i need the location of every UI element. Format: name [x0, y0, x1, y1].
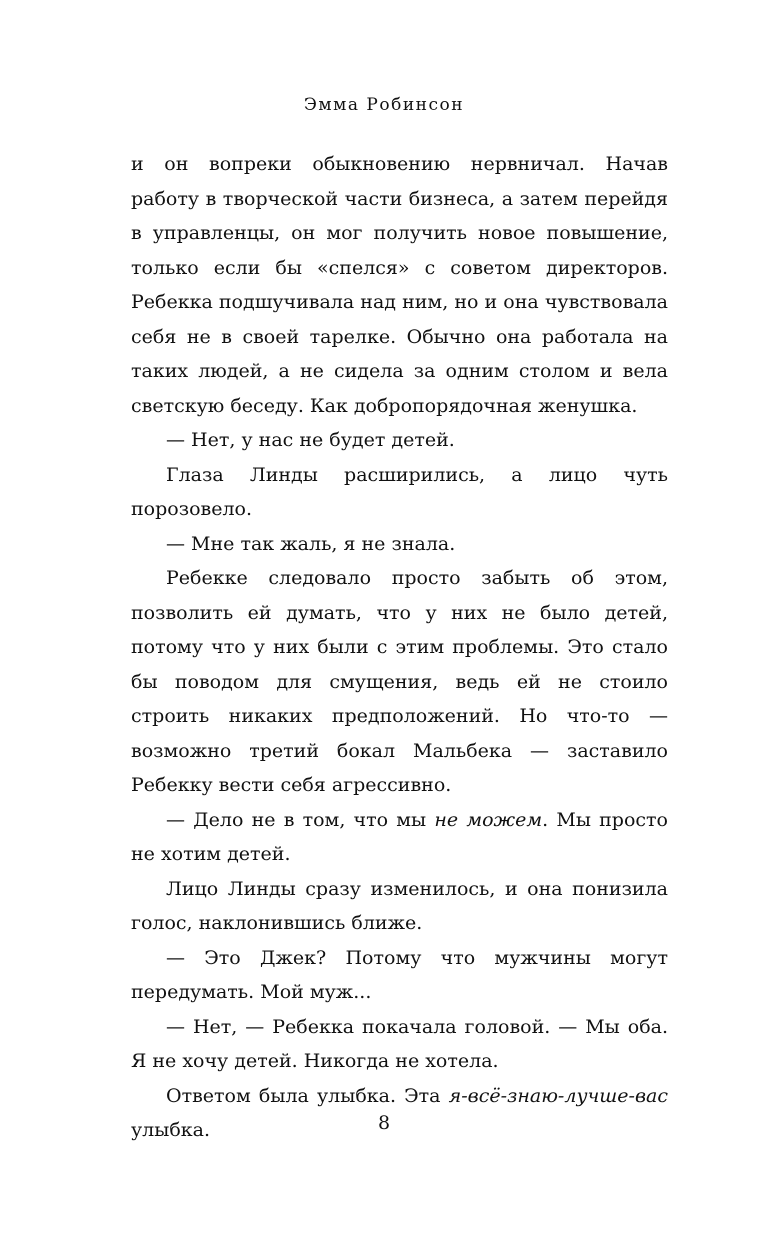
paragraph-8: — Это Джек? Потому что мужчины могут передумать. Мой муж... — [131, 946, 668, 1003]
paragraph-9: — Нет, — Ребекка покачала головой. — Мы оба. Я не хочу детей. Никогда не хотела. — [131, 1015, 668, 1072]
paragraph-7: Лицо Линды сразу изменилось, и она понизила голос, наклонившись ближе. — [131, 877, 668, 934]
paragraph-10-before: Ответом была улыбка. Эта — [166, 1084, 449, 1107]
paragraph-6-after: . Мы просто не хотим детей. — [131, 808, 668, 865]
paragraph-6 — [131, 803, 668, 872]
paragraph-5: Ребекке следовало просто забыть об этом, позволить ей думать, что у них не было детей, потому что у них были с этим проблемы. Это стало бы поводом для смущения, ведь ей не стоило строить никаких предположений. Но что-то — возможно третий бокал Мальбека — заставило Ребекку вести себя агрессивно. — [131, 567, 668, 796]
paragraph-3: Глаза Линды расширились, а лицо чуть порозовело. — [131, 463, 668, 520]
paragraph-10-after: улыбка. — [131, 1119, 211, 1141]
body-text — [131, 147, 668, 1148]
running-head: Эмма Робинсон — [303, 95, 465, 115]
page-number: 8 — [377, 1112, 391, 1134]
paragraph-4: — Мне так жаль, я не знала. — [166, 532, 456, 555]
paragraph-10-emphasis: я-всё-знаю-лучше-вас — [448, 1084, 668, 1107]
paragraph-6-before: — Дело не в том, что мы — [166, 808, 435, 831]
paragraph-2: — Нет, у нас не будет детей. — [166, 429, 455, 451]
paragraph-1: и он вопреки обыкновению нервничал. Начав работу в творческой части бизнеса, а затем перейдя в управленцы, он мог получить новое повышение, только если бы «спелся» с советом директоров. Ребекка подшучивала над ним, но и она чувствовала себя не в своей тарелке. Обычно она работала на таких людей, а не сидела за одним столом и вела светскую беседу. Как добропорядочная женушка. — [131, 153, 668, 417]
paragraph-6-emphasis: не можем — [434, 808, 543, 831]
